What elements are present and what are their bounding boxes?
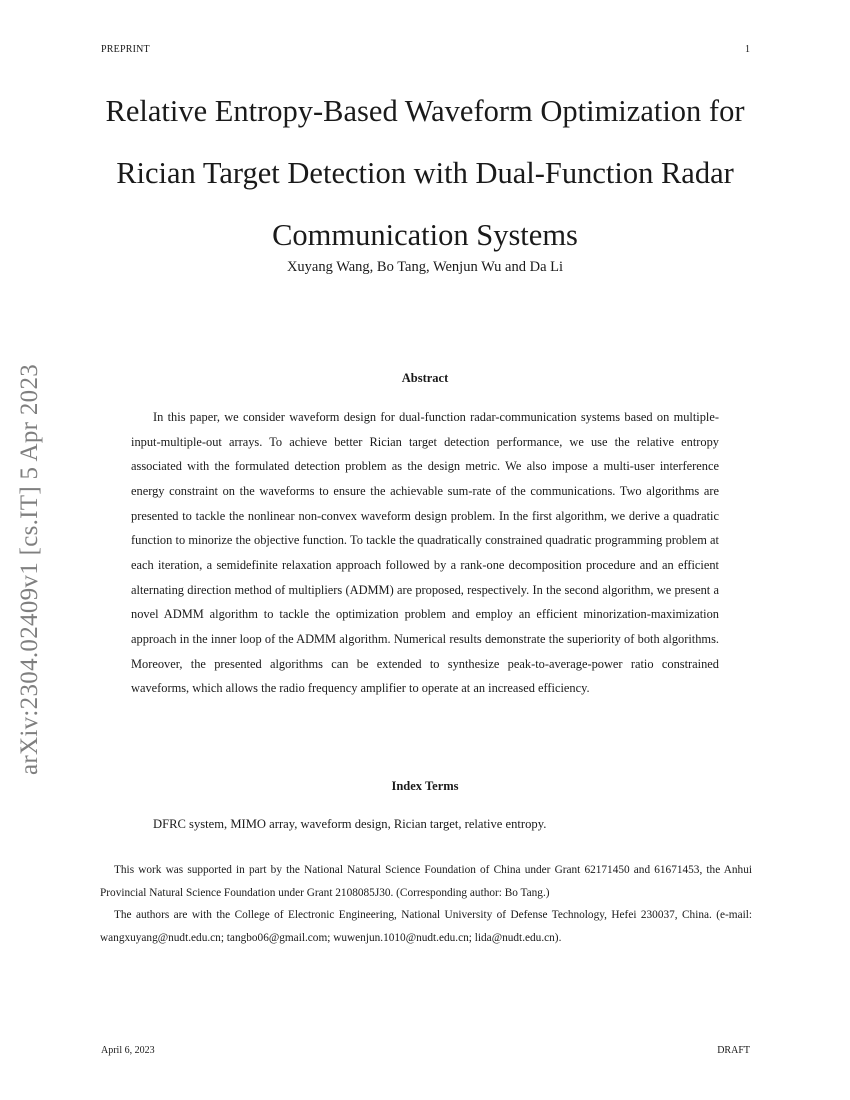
paper-title: Relative Entropy-Based Waveform Optimization for Rician Target Detection with Dual-Function Radar Communication Systems <box>105 94 745 252</box>
running-header: PREPRINT <box>101 44 150 55</box>
abstract-heading: Abstract <box>401 371 449 385</box>
index-terms-heading: Index Terms <box>391 779 459 793</box>
affiliation-footnote: The authors are with the College of Electronic Engineering, National University of Defense Technology, Hefei 230037, China. (e-mail: wangxuyang@nudt.edu.cn; tangbo06@gmail.com; wuwenjun.1010@nudt.edu.cn; lida@nudt.edu.cn). <box>100 909 752 944</box>
funding-footnote: This work was supported in part by the National Natural Science Foundation of China under Grant 62171450 and 61671453, the Anhui Provincial Natural Science Foundation under Grant 2108085J30. (Corresponding author: Bo Tang.) <box>100 864 752 899</box>
page-number: 1 <box>745 44 750 55</box>
footer-date: April 6, 2023 <box>101 1045 155 1056</box>
arxiv-identifier-stamp: arXiv:2304.02409v1 [cs.IT] 5 Apr 2023 <box>16 363 43 775</box>
abstract-body: In this paper, we consider waveform design for dual-function radar-communication systems based on multiple-input-multiple-out arrays. To achieve better Rician target detection performance, we use the relative entropy associated with the formulated detection problem as the design metric. We also impose a multi-user interference energy constraint on the waveforms to ensure the achievable sum-rate of the communications. Two algorithms are presented to tackle the nonlinear non-convex waveform design problem. In the first algorithm, we derive a quadratic function to minorize the objective function. To tackle the quadratically constrained quadratic programming problem at each iteration, a semidefinite relaxation approach followed by a rank-one decomposition procedure and an efficient alternating direction method of multipliers (ADMM) are proposed, respectively. In the second algorithm, we present a novel ADMM algorithm to tackle the optimization problem and employ an efficient minorization-maximization approach in the inner loop of the ADMM algorithm. Numerical results demonstrate the superiority of both algorithms. Moreover, the presented algorithms can be extended to synthesize peak-to-average-power ratio constrained waveforms, which allows the radio frequency amplifier to operate at an increased efficiency. <box>131 410 719 696</box>
footer-status: DRAFT <box>717 1045 750 1056</box>
author-list: Xuyang Wang, Bo Tang, Wenjun Wu and Da Li <box>286 259 564 275</box>
index-terms-body: DFRC system, MIMO array, waveform design, Rician target, relative entropy. <box>153 817 547 831</box>
